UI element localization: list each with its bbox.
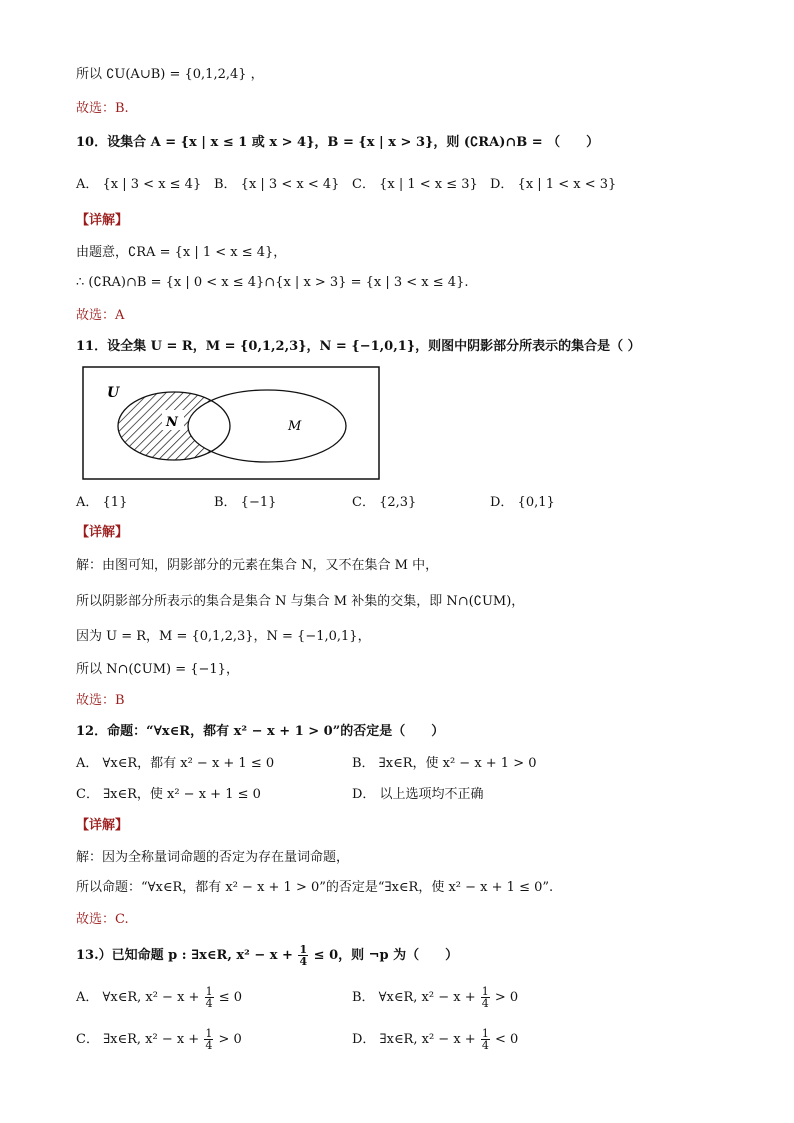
q13-stem-pre: 13.）已知命题 p : ∃x∈R, x² − x + [76,948,293,963]
q10-detail-line2: ∴ (∁RA)∩B = {x | 0 < x ≤ 4}∩{x | x > 3} = {x | 3 < x ≤ 4}. [76,275,469,290]
frac-den: 4 [481,1039,489,1052]
q13-option-b-pre: B． ∀x∈R, x² − x + [352,990,476,1005]
q11-option-d: D． {0,1} [490,495,555,510]
frac-num: 1 [299,943,308,956]
q13-option-d-frac [481,1028,490,1051]
n-label: N [166,415,178,430]
q12-detail-line1: 解：因为全称量词命题的否定为存在量词命题， [76,850,350,865]
q12-stem: 12．命题：“∀x∈R，都有 x² − x + 1 > 0”的否定是（ ） [76,724,445,739]
q13-option-d-post: < 0 [494,1032,519,1047]
q13-option-a-frac [205,986,214,1009]
q11-answer: 故选：B [76,693,125,708]
q11-detail-line4: 所以 N∩(∁UM) = {−1}， [76,662,239,677]
q13-option-a-post: ≤ 0 [218,990,243,1005]
q12-detail-line2: 所以命题：“∀x∈R，都有 x² − x + 1 > 0”的否定是“∃x∈R，使 x² − x + 1 ≤ 0”. [76,880,554,895]
q12-option-a: A． ∀x∈R，都有 x² − x + 1 ≤ 0 [76,756,275,771]
q11-detail-line2: 所以阴影部分所表示的集合是集合 N 与集合 M 补集的交集，即 N∩(∁UM)， [76,594,525,609]
q10-detail-tag: 【详解】 [76,213,129,228]
q11-detail-line1: 解：由图可知，阴影部分的元素在集合 N，又不在集合 M 中， [76,558,439,573]
q12-option-d: D． 以上选项均不正确 [352,787,484,802]
q10-option-c: C． {x | 1 < x ≤ 3} [352,177,478,192]
q10-option-a: A． {x | 3 < x ≤ 4} [76,177,202,192]
q13-option-b-frac [481,986,490,1009]
q13-option-c-frac [204,1028,213,1051]
q13-option-a [76,986,242,1009]
q10-answer: 故选：A [76,308,125,323]
prev-answer: 故选：B. [76,101,129,116]
frac-num: 1 [205,985,213,998]
q13-option-c-pre: C． ∃x∈R, x² − x + [76,1032,200,1047]
frac-den: 4 [299,955,308,968]
q12-detail-tag: 【详解】 [76,818,129,833]
q10-stem: 10．设集合 A = {x | x ≤ 1 或 x > 4}，B = {x | x > 3}，则 (∁RA)∩B = （ ） [76,135,600,150]
u-label: U [107,385,120,401]
q11-detail-line3: 因为 U = R，M = {0,1,2,3}，N = {−1,0,1}， [76,629,371,644]
q13-option-c-post: > 0 [218,1032,242,1047]
q13-option-d-pre: D． ∃x∈R, x² − x + [352,1032,476,1047]
q13-option-b-post: > 0 [494,990,519,1005]
q11-detail-tag: 【详解】 [76,525,129,540]
prev-line: 所以 ∁U(A∪B) = {0,1,2,4} ， [76,67,264,82]
frac-den: 4 [205,1039,213,1052]
q13-stem [76,944,458,967]
q13-option-b [352,986,518,1009]
q12-answer: 故选：C. [76,912,129,927]
frac-num: 1 [481,985,489,998]
q13-option-c [76,1028,242,1051]
q11-stem: 11．设全集 U = R，M = {0,1,2,3}，N = {−1,0,1}，则图中阴影部分所表示的集合是（ ） [76,339,641,354]
frac-num: 1 [205,1027,213,1040]
q13-option-a-pre: A． ∀x∈R, x² − x + [76,990,200,1005]
frac-den: 4 [205,997,213,1010]
q12-option-b: B． ∃x∈R，使 x² − x + 1 > 0 [352,756,537,771]
q10-option-b: B． {x | 3 < x < 4} [214,177,340,192]
venn-diagram [82,366,382,482]
frac-num: 1 [481,1027,489,1040]
q13-option-d [352,1028,518,1051]
q12-option-c: C． ∃x∈R，使 x² − x + 1 ≤ 0 [76,787,261,802]
q13-fraction [298,944,308,967]
q11-option-b: B． {−1} [214,495,277,510]
q13-stem-post: ≤ 0，则 ¬p 为（ ） [313,948,459,963]
frac-den: 4 [481,997,489,1010]
q11-option-c: C． {2,3} [352,495,417,510]
m-label: M [288,419,302,434]
q11-option-a: A． {1} [76,495,128,510]
q10-detail-line1: 由题意，∁RA = {x | 1 < x ≤ 4}， [76,245,287,260]
q10-option-d: D． {x | 1 < x < 3} [490,177,617,192]
